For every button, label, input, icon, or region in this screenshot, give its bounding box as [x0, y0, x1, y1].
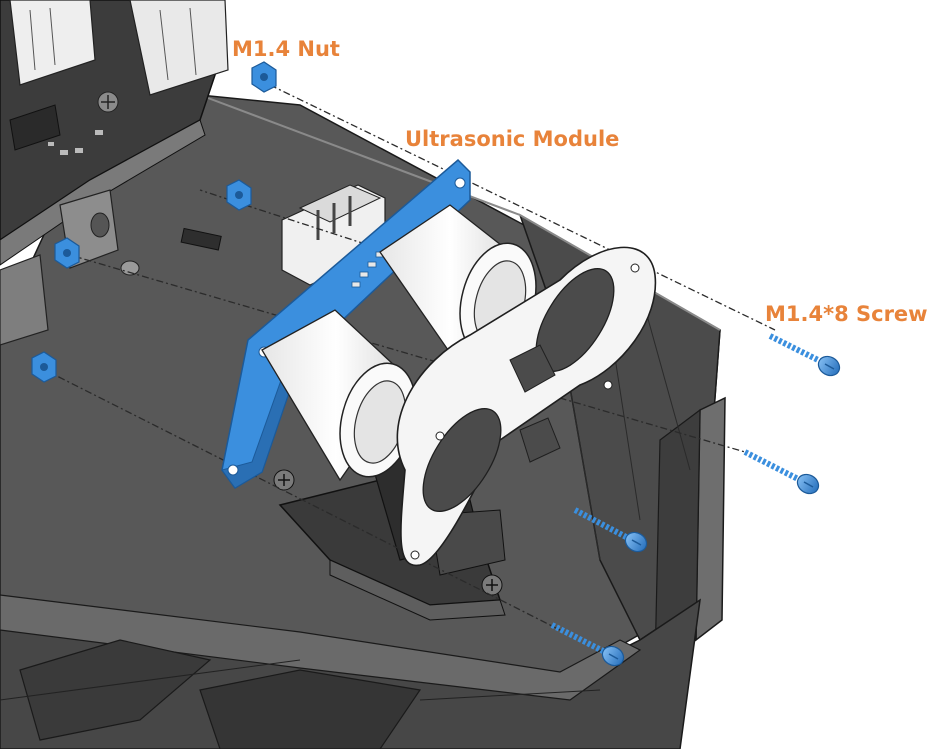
label-nut: M1.4 Nut: [232, 37, 340, 61]
screw-icon: [770, 336, 843, 379]
chassis-right-wall: [696, 398, 725, 640]
label-screw: M1.4*8 Screw: [765, 302, 928, 326]
screw-icon: [745, 452, 822, 497]
label-ultrasonic-module: Ultrasonic Module: [405, 127, 620, 151]
nut-icon: [252, 62, 276, 92]
